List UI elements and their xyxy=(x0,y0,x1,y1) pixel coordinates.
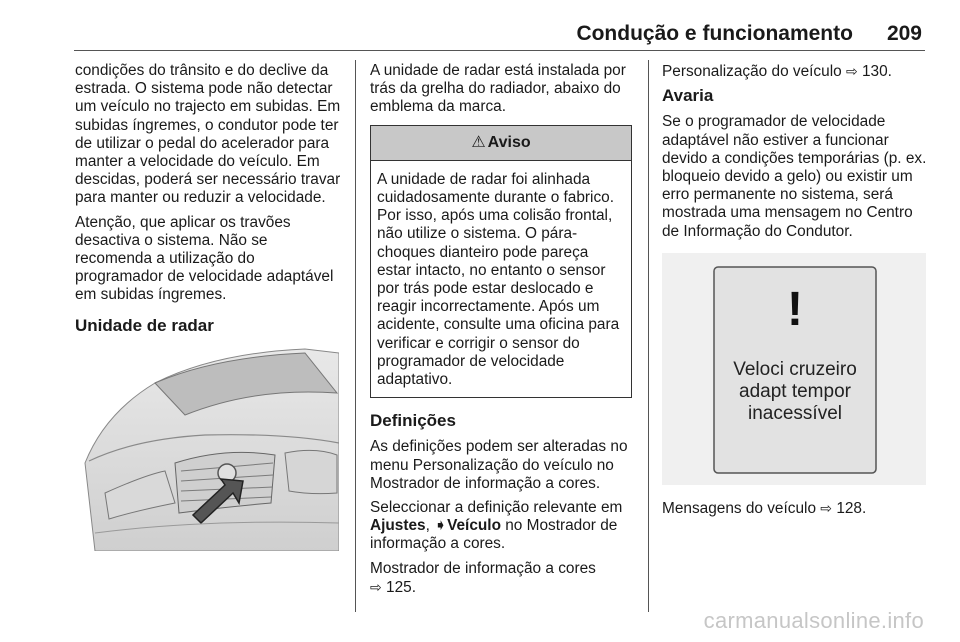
car-front-illustration xyxy=(75,343,339,551)
page-header xyxy=(576,22,922,46)
menu-ajustes: Ajustes xyxy=(370,517,426,535)
warning-triangle-icon: ⚠ xyxy=(471,133,486,151)
paragraph-display-ref: Mostrador de informação a cores ⇨ 125. xyxy=(370,559,596,596)
page-ref-arrow-icon: ⇨ xyxy=(370,578,382,595)
heading-settings: Definições xyxy=(370,411,456,431)
watermark: carmanualsonline.info xyxy=(703,608,924,633)
paragraph-select-setting: Seleccionar a definição relevante em Ajustes, ➧Veículo no Mostrador de informação a cores. xyxy=(370,499,623,553)
menu-veiculo: Veículo xyxy=(447,517,501,535)
column-divider-right xyxy=(648,60,649,612)
column-2 xyxy=(370,62,636,603)
page-ref-125: 125. xyxy=(386,578,416,596)
menu-arrow-icon: ➧ xyxy=(434,517,448,535)
warning-box xyxy=(370,125,632,399)
page-ref-arrow-icon: ⇨ xyxy=(820,499,833,516)
paragraph-brakes: Atenção, que aplicar os travões desactiva o sistema. Não se recomenda a utilização do programador de velocidade adaptável em subidas íngremes. xyxy=(75,213,334,304)
page-ref-arrow-icon: ⇨ xyxy=(845,63,858,79)
column-divider-left xyxy=(355,60,356,612)
display-line-2: adapt tempor xyxy=(739,380,851,402)
paragraph-messages-ref: Mensagens do veículo ⇨ 128. xyxy=(662,499,867,517)
paragraph-conditions: condições do trânsito e do declive da estrada. O sistema pode não detectar um veículo no trajecto em subidas. Em subidas íngremes, o condutor pode ter de utilizar o pedal do acelerador para manter a velocidade do veículo. Em descidas, poderá ser necessário travar para manter ou reduzir a velocidade. xyxy=(75,62,341,207)
column-1 xyxy=(75,62,343,551)
page-ref-130: 130. xyxy=(861,63,892,80)
display-warning-symbol: ! xyxy=(787,282,803,336)
header-rule xyxy=(74,50,925,51)
page-number: 209 xyxy=(886,22,922,45)
display-line-3: inacessível xyxy=(748,402,842,424)
paragraph-personalization-ref: Personalização do veículo ⇨ 130. xyxy=(662,63,892,80)
heading-radar-unit: Unidade de radar xyxy=(75,315,214,335)
warning-text: A unidade de radar foi alinhada cuidadosamente durante o fabrico. Por isso, após uma colisão frontal, não utilize o sistema. O pára-choques dianteiro pode pareça estar intacto, no entanto o sensor por trás pode estar deslocado e reagir incorrectamente. Após um acidente, consulte uma oficina para verificar e corrigir o sensor do programador de velocidade adaptativo. xyxy=(377,170,620,389)
display-line-1: Veloci cruzeiro xyxy=(733,358,857,380)
page-ref-128: 128. xyxy=(836,499,867,517)
warning-title: Aviso xyxy=(487,133,531,151)
heading-fault: Avaria xyxy=(662,86,714,106)
column-3 xyxy=(662,62,932,524)
driver-info-display-illustration xyxy=(662,253,926,485)
section-title: Condução e funcionamento xyxy=(576,22,853,45)
warning-header xyxy=(371,126,631,161)
paragraph-settings: As definições podem ser alteradas no menu Personalização do veículo no Mostrador de informação a cores. xyxy=(370,438,628,492)
paragraph-fault: Se o programador de velocidade adaptável não estiver a funcionar devido a condições temporárias (p. ex. bloqueio devido a gelo) ou existir um erro permanente no sistema, será mostrada uma mensagem no Centro de Informação do Condutor. xyxy=(662,113,927,240)
paragraph-radar-location: A unidade de radar está instalada por trás da grelha do radiador, abaixo do emblema da marca. xyxy=(370,62,626,116)
